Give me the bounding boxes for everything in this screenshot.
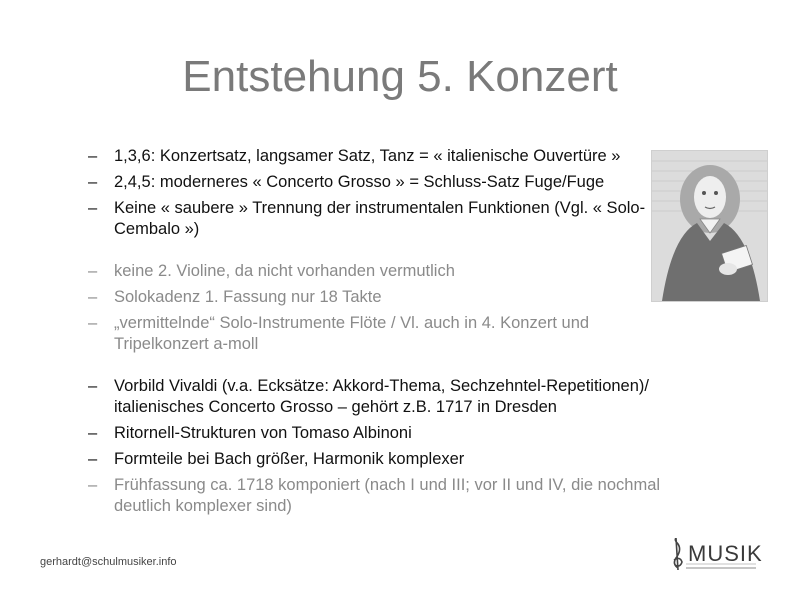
portrait-drawing <box>652 151 767 301</box>
dash-bullet-icon: – <box>88 199 98 217</box>
composer-portrait-image <box>651 150 768 302</box>
bullet-text: Solokadenz 1. Fassung nur 18 Takte <box>114 288 382 306</box>
dash-bullet-icon: – <box>88 288 98 306</box>
logo-text: MUSIK <box>688 541 763 566</box>
bullet-item <box>88 376 688 418</box>
slide-title: Entstehung 5. Konzert <box>182 52 618 101</box>
bullet-item <box>88 287 688 308</box>
bullet-item <box>88 449 688 470</box>
dash-bullet-icon: – <box>88 262 98 280</box>
bullet-item <box>88 172 688 193</box>
bullet-text: keine 2. Violine, da nicht vorhanden vermutlich <box>114 262 455 280</box>
dash-bullet-icon: – <box>88 173 98 191</box>
bullet-text: Frühfassung ca. 1718 komponiert (nach I und III; vor II und IV, die nochmal deutlich komplexer sind) <box>114 476 661 515</box>
footer-email: gerhardt@schulmusiker.info <box>40 556 177 568</box>
bullet-text: „vermittelnde“ Solo-Instrumente Flöte / Vl. auch in 4. Konzert und Tripelkonzert a-moll <box>114 314 590 353</box>
dash-bullet-icon: – <box>88 147 98 165</box>
dash-bullet-icon: – <box>88 314 98 332</box>
dash-bullet-icon: – <box>88 476 98 494</box>
bullet-text: Keine « saubere » Trennung der instrumentalen Funktionen (Vgl. « Solo-Cembalo ») <box>114 199 646 238</box>
bullet-text: 2,4,5: moderneres « Concerto Grosso » = Schluss-Satz Fuge/Fuge <box>114 173 605 191</box>
bullet-item <box>88 146 688 167</box>
dash-bullet-icon: – <box>88 377 98 395</box>
bullet-item <box>88 313 688 355</box>
dash-bullet-icon: – <box>88 424 98 442</box>
bullet-list <box>88 146 688 522</box>
bullet-text: 1,3,6: Konzertsatz, langsamer Satz, Tanz = « italienische Ouvertüre » <box>114 147 621 165</box>
musik-logo <box>668 538 763 572</box>
bullet-text: Formteile bei Bach größer, Harmonik komplexer <box>114 450 465 468</box>
bullet-item <box>88 261 688 282</box>
bullet-item <box>88 475 688 517</box>
bullet-text: Vorbild Vivaldi (v.a. Ecksätze: Akkord-Thema, Sechzehntel-Repetitionen)/ italienisches Concerto Grosso – gehört z.B. 1717 in Dresden <box>114 377 649 416</box>
dash-bullet-icon: – <box>88 450 98 468</box>
bullet-text: Ritornell-Strukturen von Tomaso Albinoni <box>114 424 412 442</box>
bullet-item <box>88 198 688 240</box>
bullet-item <box>88 423 688 444</box>
